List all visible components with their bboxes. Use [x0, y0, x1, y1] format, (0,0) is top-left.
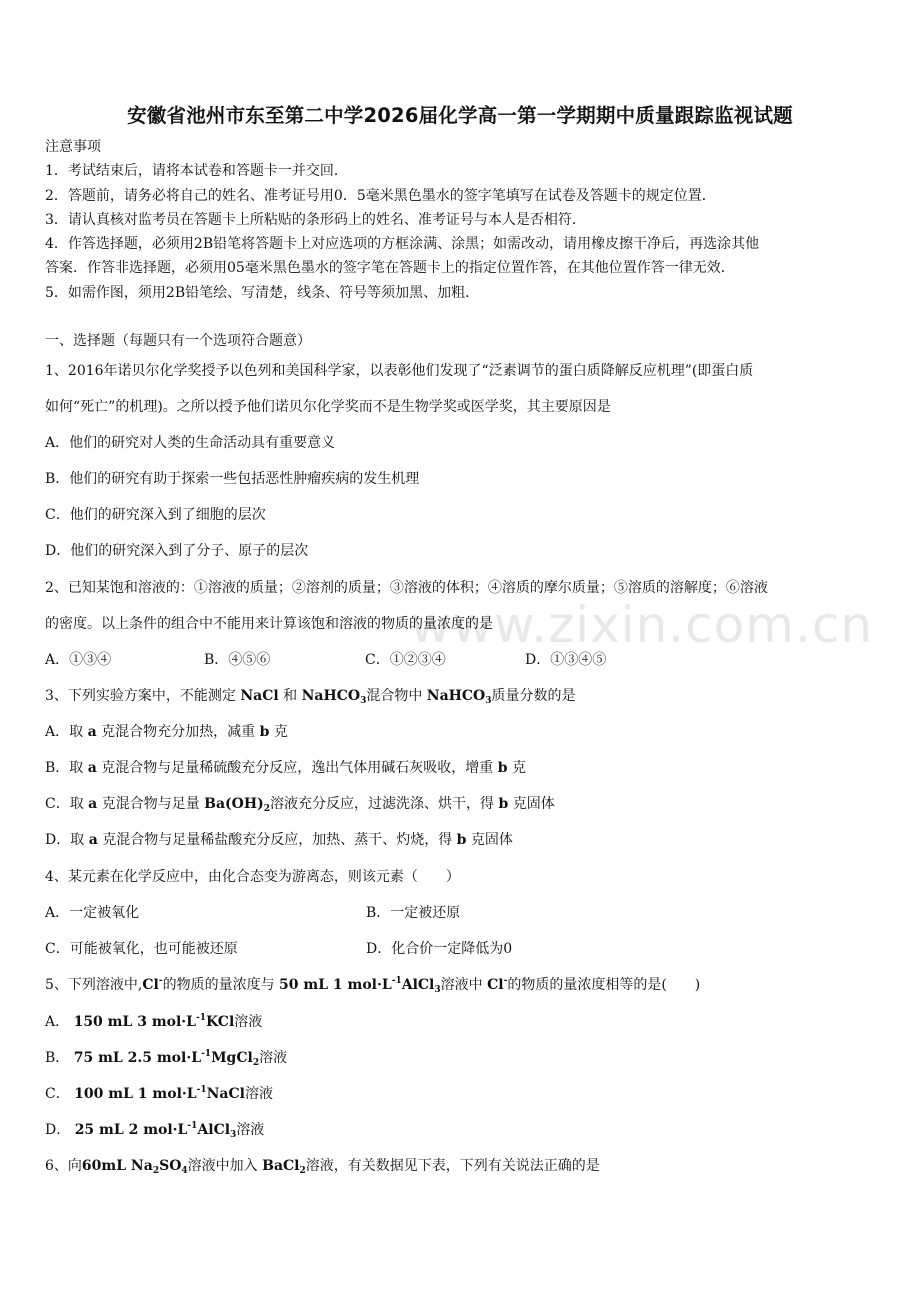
- question-3-option-b: B．取 a 克混合物与足量稀硫酸充分反应，逸出气体用碱石灰吸收，增重 b 克: [45, 760, 526, 776]
- watermark: www.zixin.com.cn: [410, 596, 874, 654]
- page-title: 安徽省池州市东至第二中学2026届化学高一第一学期期中质量跟踪监视试题: [127, 104, 793, 127]
- notice-heading: 注意事项: [45, 139, 101, 155]
- question-4-option-a: A．一定被氧化: [45, 905, 140, 921]
- question-1-option-b: B．他们的研究有助于探索一些包括恶性肿瘤疾病的发生机理: [45, 471, 420, 487]
- notice-item: 1．考试结束后，请将本试卷和答题卡一并交回．: [45, 163, 348, 179]
- question-1-stem-cont: 如何“死亡”的机理)。之所以授予他们诺贝尔化学奖而不是生物学奖或医学奖，其主要原因是: [45, 399, 611, 415]
- question-3-option-d: D．取 a 克混合物与足量稀盐酸充分反应，加热、蒸干、灼烧，得 b 克固体: [45, 832, 513, 848]
- question-2-stem-cont: 的密度。以上条件的组合中不能用来计算该饱和溶液的物质的量浓度的是: [45, 616, 493, 632]
- notice-item: 答案．作答非选择题，必须用05毫米黑色墨水的签字笔在答题卡上的指定位置作答，在其他位置作答一律无效．: [45, 260, 735, 276]
- question-3-option-a: A．取 a 克混合物充分加热，减重 b 克: [45, 724, 288, 740]
- question-4-option-d: D．化合价一定降低为0: [366, 941, 513, 957]
- question-2-option-b: B．④⑤⑥: [204, 652, 271, 668]
- question-4-stem: 4、某元素在化学反应中，由化合态变为游离态，则该元素（ ）: [45, 869, 460, 885]
- notice-item: 4．作答选择题，必须用2B铅笔将答题卡上对应选项的方框涂满、涂黑；如需改动，请用橡皮擦干净后，再选涂其他: [45, 236, 760, 252]
- question-2-stem: 2、已知某饱和溶液的：①溶液的质量；②溶剂的质量；③溶液的体积；④溶质的摩尔质量；⑤溶质的溶解度；⑥溶液: [45, 580, 768, 596]
- question-3-option-c: C．取 a 克混合物与足量 $Ba(OH)_2$溶液充分反应，过滤洗涤、烘干，得 b 克固体: [45, 796, 555, 814]
- question-5-option-d: D． 25 mL 2 $mol\cdot L^{-1}AlCl_3$溶液: [45, 1121, 265, 1140]
- notice-item: 2．答题前，请务必将自己的姓名、准考证号用0．5毫米黑色墨水的签字笔填写在试卷及答题卡的规定位置．: [45, 188, 716, 204]
- question-5-option-b: B． 75 mL 2.5 $mol\cdot L^{-1}MgCl_2$溶液: [45, 1049, 288, 1068]
- question-5-stem: 5、下列溶液中,Cl-的物质的量浓度与 50 mL 1 $mol\cdot L^{-1}AlCl_3$溶液中 Cl-的物质的量浓度相等的是( ): [45, 976, 701, 995]
- question-3-stem: 3、下列实验方案中，不能测定 NaCl 和 NaHCO$_3$混合物中 NaHCO$_3$质量分数的是: [45, 688, 576, 706]
- question-4-option-c: C．可能被氧化，也可能被还原: [45, 941, 238, 957]
- question-1-stem: 1、2016年诺贝尔化学奖授予以色列和美国科学家，以表彰他们发现了“泛素调节的蛋白质降解反应机理”(即蛋白质: [45, 363, 754, 379]
- question-5-option-c: C． 100 mL 1 $mol\cdot L^{-1}NaCl$溶液: [45, 1085, 273, 1102]
- question-1-option-d: D．他们的研究深入到了分子、原子的层次: [45, 543, 309, 559]
- question-2-option-a: A．①③④: [45, 652, 112, 668]
- notice-item: 5．如需作图，须用2B铅笔绘、写清楚，线条、符号等须加黑、加粗．: [45, 285, 480, 301]
- notice-item: 3．请认真核对监考员在答题卡上所粘贴的条形码上的姓名、准考证号与本人是否相符．: [45, 212, 586, 228]
- question-6-stem: 6、向60mL $Na_2SO_4$溶液中加入 BaCl$_2$溶液，有关数据见下表，下列有关说法正确的是: [45, 1158, 600, 1176]
- question-1-option-c: C．他们的研究深入到了细胞的层次: [45, 507, 266, 523]
- question-2-option-c: C．①②③④: [365, 652, 446, 668]
- question-4-option-b: B．一定被还原: [366, 905, 461, 921]
- question-2-option-d: D．①③④⑤: [525, 652, 607, 668]
- question-1-option-a: A．他们的研究对人类的生命活动具有重要意义: [45, 435, 336, 451]
- question-5-option-a: A． 150 mL 3 $mol\cdot L^{-1}KCl$溶液: [45, 1013, 263, 1030]
- section-heading: 一、选择题（每题只有一个选项符合题意）: [45, 333, 311, 349]
